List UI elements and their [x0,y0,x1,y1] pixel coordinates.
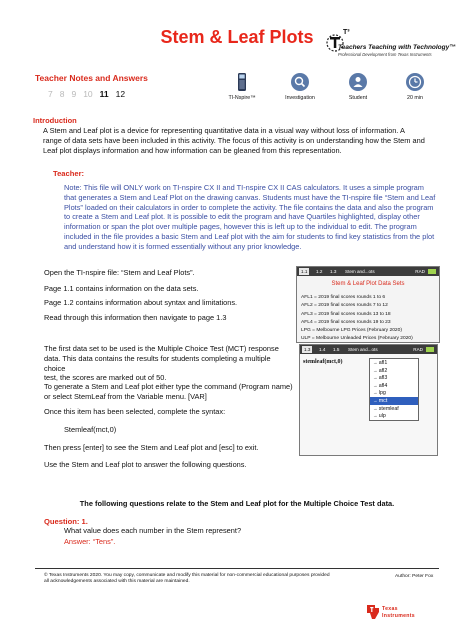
question-1-heading: Question: 1. [44,517,88,526]
questions-banner: The following questions relate to the Stem and Leaf plot for the Multiple Choice Test data. [79,499,395,508]
variable-option-afl3[interactable] [370,374,418,382]
question-1-text: What value does each number in the Stem represent? [64,526,242,535]
variable-option-label: afl2 [378,367,388,374]
variable-arrow-icon: → [373,390,379,396]
teacher-notes-label: Teacher Notes and Answers [35,73,148,83]
data-set-item: ULP = Melbourne Unleaded Prices (February 2020) [301,336,413,342]
ti-logo-icon [366,604,380,620]
variable-arrow-icon: → [373,413,379,419]
data-sets-heading: Stem & Leaf Plot Data Sets [331,281,405,287]
calculator-icon [231,72,253,92]
step-page-1-1: Page 1.1 contains information on the data sets. [44,284,199,293]
tab-1-4[interactable]: 1.4 [319,347,326,352]
variable-arrow-icon: → [373,375,379,381]
angle-mode: RAD [415,269,425,274]
data-sets-list [301,295,413,343]
copyright-line: © Texas Instruments 2020. You may copy, communicate and modify this material for non-commercial educational purposes provided [44,573,330,578]
note-line: Plots” loaded on their calculators in order to complete the activity. The file contains the data and also the program [64,202,434,212]
note-line: and understand how it is formed essentially without any prior knowledge. [64,241,302,251]
grade-9: 9 [71,89,77,99]
grade-levels [48,89,132,99]
variable-option-label: afl1 [378,360,388,366]
note-line: Note: This file will ONLY work on TI-nspire CX II and TI-nspire CX II CAS calculators. It uses a simple program [64,183,424,192]
cmd-line: To generate a Stem and Leaf plot either type the command (Program name) [44,382,293,391]
variable-arrow-icon: → [373,367,379,373]
teacher-heading: Teacher: [53,169,85,178]
command-instructions [44,382,294,402]
mct-line: The first data set to be used is the Multiple Choice Test (MCT) response [44,344,279,353]
enter-instruction: Then press [enter] to see the Stem and Leaf plot and [esc] to exit. [44,443,259,452]
variable-arrow-icon: → [373,405,379,411]
tab-1-3[interactable]: 1.3 [330,269,337,274]
variable-arrow-icon: → [373,382,379,388]
mct-line: data. This data contains the results for students completing a multiple choice [44,353,271,373]
note-line: that generates a Stem and Leaf Plot on the drawing canvas. Students must have the TI-nspire file “Stem and Leaf [64,192,436,202]
data-set-item: LPG = Melbourne LPG Prices (February 2020) [301,328,402,334]
tab-1-5[interactable]: 1.5 [333,347,340,352]
command-entry[interactable]: stemleaf(mct,0) [303,359,343,365]
variable-option-label: lpg [378,390,386,397]
note-line: information or span the plot over multiple pages, however this is left up to the individual to edit. The program [64,222,417,232]
grade-12: 12 [115,89,126,99]
intro-line: range of data sets have been included in this activity. The focus of this activity is on understanding how the Stem and [43,135,425,145]
mct-line: test, the scores are marked out of 50. [44,373,167,383]
tab-1-2[interactable]: 1.2 [316,269,323,274]
variable-arrow-icon: → [373,397,379,403]
icon-label-platform: TI-Nspire™ [228,95,256,101]
grade-11: 11 [99,89,109,99]
footer-divider [35,568,439,569]
grade-7: 7 [48,89,53,99]
variable-option-lpg[interactable] [370,389,418,397]
brand-tagline: Professional Development from Texas Instruments [338,52,432,57]
data-set-item: AFL3 = 2019 final scores rounds 13 to 18 [301,311,391,317]
ti-name-line-1: Texas [382,606,398,612]
step-page-1-2: Page 1.2 contains information about syntax and limitations. [44,298,238,307]
brand-name: Teachers Teaching with Technology™ [338,44,456,51]
variable-option-afl2[interactable] [370,367,418,375]
variable-arrow-icon: → [373,360,379,365]
variable-option-label: stemleaf [378,405,399,412]
introduction-heading: Introduction [33,116,77,125]
grade-10: 10 [83,89,93,99]
tab-1-3[interactable]: 1.3 [304,347,311,352]
data-set-item: AFL1 = 2019 final scores rounds 1 to 6 [301,295,386,300]
copyright-notice [44,573,374,585]
syntax-instruction: Once this item has been selected, complete the syntax: [44,407,226,416]
note-line: included in the file provides a basic Stem and Leaf plot with the aim for students to find key statistics from the plot [64,231,435,241]
variable-option-mct[interactable] [370,397,418,405]
question-1-answer: Answer: “Tens”. [64,537,116,546]
variable-option-afl4[interactable] [370,382,418,390]
intro-line: A Stem and Leaf plot is a device for representing quantitative data in a visual way without loss of information. A [43,126,405,135]
student-icon [347,72,369,92]
tab-1-1[interactable]: 1.1 [301,269,308,274]
calculator-screen-data-sets [296,266,440,343]
step-navigate: Read through this information then navigate to page 1.3 [44,313,227,322]
variable-option-ulp[interactable] [370,412,418,420]
activity-info-icons [218,72,470,106]
t3-mark: T³ [343,29,350,36]
variable-option-label: afl4 [378,382,388,389]
variable-option-label: ulp [378,413,386,420]
battery-icon [426,347,434,352]
teacher-note-body [64,183,464,252]
battery-icon [428,269,436,274]
syntax-example: Stemleaf(mct,0) [64,425,117,434]
magnifier-icon [289,72,311,92]
variable-option-afl1[interactable] [370,359,418,367]
cmd-line: or select StemLeaf from the Variable menu. [VAR] [44,391,207,401]
introduction-body [43,126,443,155]
copyright-line: all acknowledgements associated with this material are maintained. [44,579,190,584]
note-line: to create a Stem and Leaf plot. It is possible to edit the program and have Quartiles highlighted, display other [64,212,420,222]
document-name: Stem and...ots [348,347,378,352]
author: Author: Peter Fox [395,574,434,579]
screen-toolbar [297,267,439,276]
variable-dropdown[interactable] [369,358,419,421]
ti-name-line-2: Instruments [382,613,415,619]
data-set-item: AFL4 = 2019 final scores rounds 19 to 23 [301,319,391,325]
grade-8: 8 [59,89,65,99]
clock-icon [404,72,426,92]
step-open-file: Open the TI-nspire file: “Stem and Leaf Plots”. [44,268,195,277]
data-set-item: AFL2 = 2019 final scores rounds 7 to 12 [301,303,388,309]
icon-label-type: Investigation [285,95,315,101]
screen-toolbar [300,345,437,354]
icon-label-duration: 20 min [407,95,423,101]
variable-option-label: mct [378,397,388,404]
angle-mode: RAD [413,347,423,352]
questions-instruction: Use the Stem and Leaf plot to answer the following questions. [44,460,247,469]
page-title: Stem & Leaf Plots [160,27,314,47]
variable-option-label: afl3 [378,375,388,382]
mct-intro [44,344,294,383]
intro-line: Leaf plot displays information and how information can be gleaned from this representation. [43,145,342,155]
icon-label-audience: Student [348,95,368,101]
variable-option-stemleaf[interactable] [370,405,418,413]
document-name: Stem and...ots [345,269,375,274]
calculator-screen-var-menu [299,344,438,456]
